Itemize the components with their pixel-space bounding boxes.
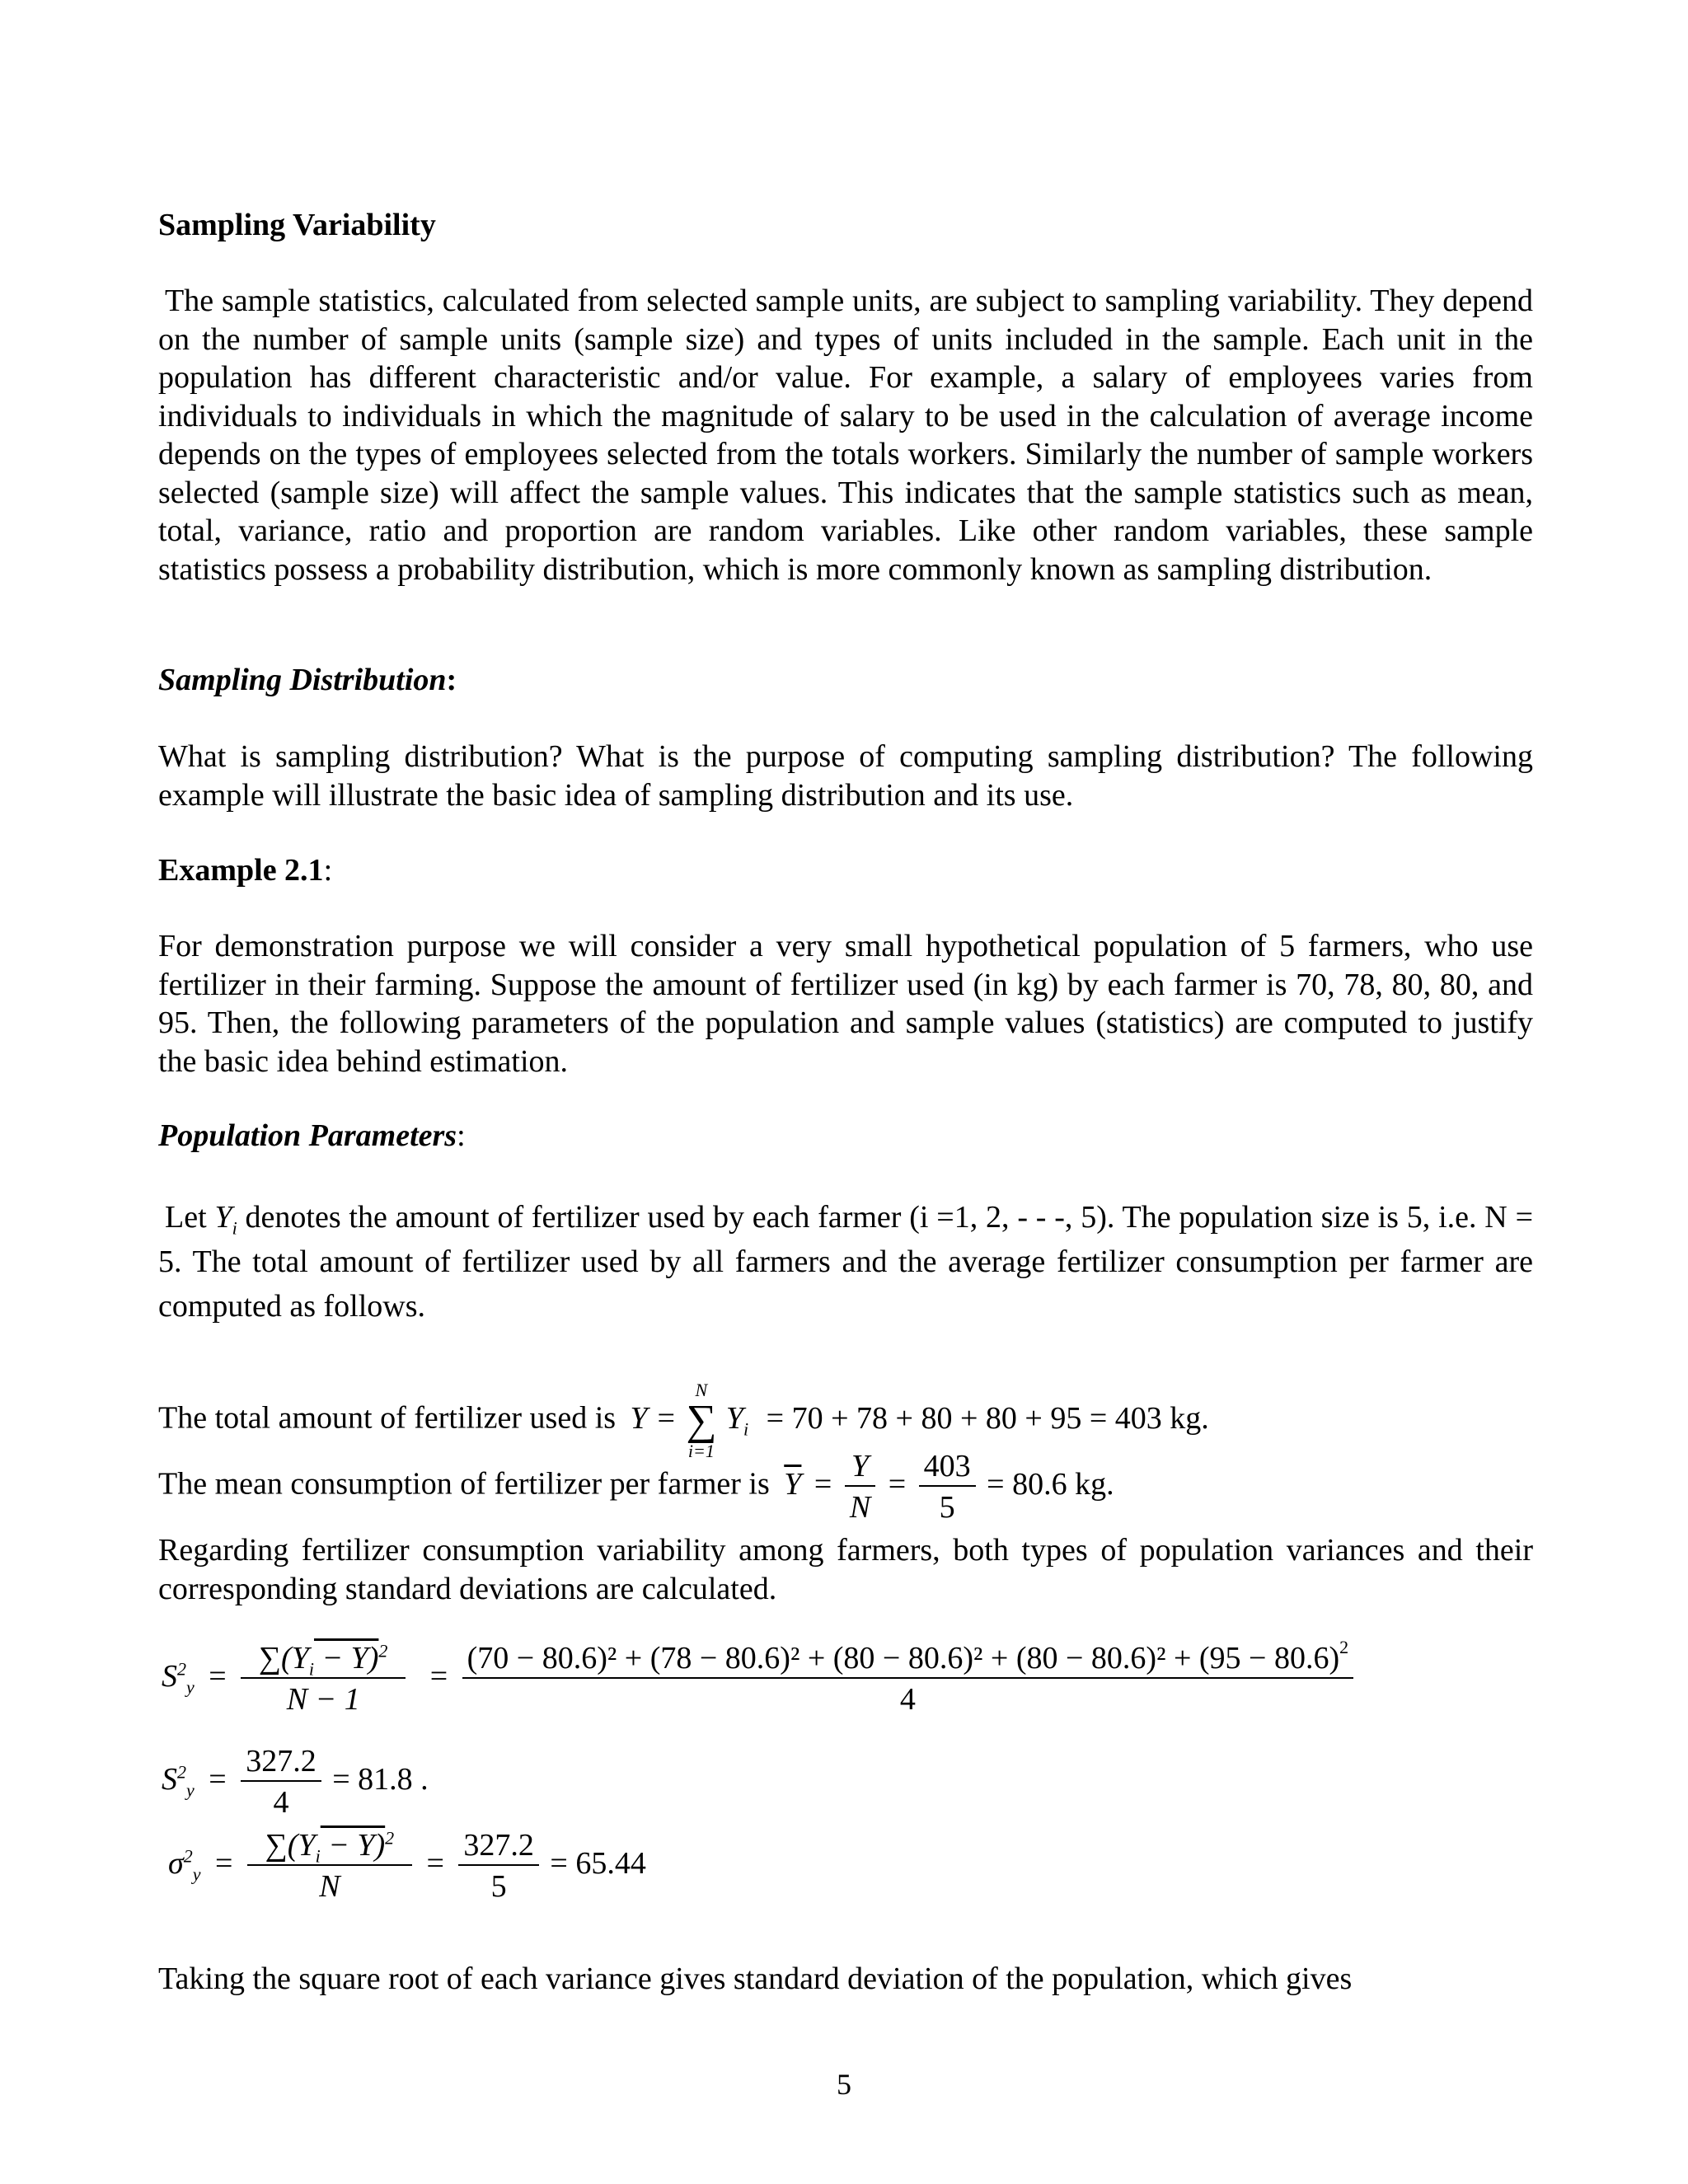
heading-example-text: Example 2.1: [158, 853, 324, 888]
paragraph-population: [158, 1195, 1533, 1329]
mean-lhs: $\overline{Y}$: [784, 1466, 802, 1502]
mean-rhs: = 80.6 kg.: [987, 1466, 1114, 1502]
heading-sampling-distribution: [158, 661, 1533, 700]
s2-lhs: $S^2_y$: [162, 1658, 195, 1698]
s2b-fraction: $\frac{327.2}{4}$: [241, 1746, 321, 1818]
total-lhs: Y =: [630, 1400, 677, 1436]
heading-population-parameters-colon: :: [457, 1118, 466, 1153]
sigma-lhs: $\sigma^2_y$: [168, 1845, 201, 1885]
heading-population-parameters-text: Population Parameters: [158, 1118, 457, 1153]
population-rest: denotes the amount of fertilizer used by each farmer (i =1, 2, - - -, 5). The population size is 5, i.e. N = 5. The total amount of fertilizer used by all farmers and the average fertilizer consumption per farmer are computed as follows.: [158, 1200, 1533, 1324]
population-var: $Y_i$: [214, 1200, 237, 1239]
sample-variance-equation: $S^2_y$ = $\frac{\sum(Y_i - Y)^2}{N - 1}$ = $(70 - 80.6)^2 + (78 - 80.6)^2 + (80 - 80.6)^2 + (80 - 80.6)^2 + (95 - 80.6)^2$ 4: [162, 1643, 1353, 1715]
paragraph-sampling-distribution: What is sampling distribution? What is the purpose of computing sampling distribution? The following example will illustrate the basic idea of sampling distribution and its use.: [158, 739, 1533, 813]
paragraph-example: For demonstration purpose we will consider a very small hypothetical population of 5 farmers, who use fertilizer in their farming. Suppose the amount of fertilizer used (in kg) by each farmer is 70, 78, 80, 80, and 95. Then, the following parameters of the population and sample values (statistics) are computed to justify the basic idea behind estimation.: [158, 929, 1533, 1079]
paragraph-sampling-variability: The sample statistics, calculated from selected sample units, are subject to sampling variability. They depend on the number of sample units (sample size) and types of units included in the sample. Each unit in the population has different characteristic and/or value. For example, a salary of employees varies from individuals to individuals in which the magnitude of salary to be used in the calculation of average income depends on the types of employees selected from the totals workers. Similarly the number of sample workers selected (sample size) will affect the sample values. This indicates that the sample statistics such as mean, total, variance, ratio and proportion are random variables. Like other random variables, these sample statistics possess a probability distribution, which is more commonly known as sampling distribution.: [158, 284, 1533, 587]
heading-example: [158, 851, 1533, 890]
s2b-rhs: = 81.8 .: [332, 1761, 429, 1797]
mean-equation: The mean consumption of fertilizer per farmer is $\overline{Y}$ = $\frac{Y}{N}$ = $\frac{403}{5}$ = 80.6 kg.: [158, 1449, 1114, 1525]
paragraph-variability: Regarding fertilizer consumption variability among farmers, both types of population variances and their corresponding standard deviations are calculated.: [158, 1533, 1533, 1606]
s2-expanded-fraction: $(70 - 80.6)^2 + (78 - 80.6)^2 + (80 - 80.6)^2 + (80 - 80.6)^2 + (95 - 80.6)^2$ 4: [462, 1643, 1354, 1715]
total-rhs: = 70 + 78 + 80 + 80 + 95 = 403 kg.: [766, 1400, 1209, 1436]
summation: N ∑ i=1: [686, 1380, 717, 1461]
total-text: The total amount of fertilizer used is: [158, 1400, 617, 1436]
sigma-icon: ∑: [686, 1397, 717, 1444]
s2b-lhs: $S^2_y$: [162, 1761, 195, 1801]
sigma-rhs: = 65.44: [550, 1845, 646, 1881]
sigma-fraction-2: $\frac{327.2}{5}$: [458, 1830, 539, 1902]
heading-example-colon: :: [323, 853, 333, 888]
paragraph-sqrt: Taking the square root of each variance gives standard deviation of the population, which gives: [158, 1961, 1353, 1996]
mean-fraction-2: $\frac{403}{5}$: [919, 1451, 976, 1523]
mean-fraction: $\frac{Y}{N}$: [845, 1451, 875, 1523]
population-lead: Let: [165, 1200, 207, 1235]
page-number: 5: [837, 2068, 851, 2101]
total-equation: [158, 1381, 1209, 1460]
heading-sampling-variability: Sampling Variability: [158, 208, 436, 242]
heading-sampling-distribution-text: Sampling Distribution: [158, 663, 447, 697]
heading-population-parameters: [158, 1117, 1533, 1155]
sample-variance-result: $S^2_y$ = $\frac{327.2}{4}$ = 81.8 .: [162, 1744, 429, 1820]
sigma-fraction: $\frac{\sum(Y_i - Y)^2}{N}$: [247, 1830, 412, 1902]
mean-text: The mean consumption of fertilizer per farmer is: [158, 1466, 770, 1502]
s2-fraction: $\frac{\sum(Y_i - Y)^2}{N - 1}$: [241, 1643, 406, 1715]
total-sum-term: $Y_i$: [725, 1400, 749, 1440]
heading-sampling-distribution-colon: :: [446, 663, 457, 697]
population-variance-equation: $\sigma^2_y$ = $\frac{\sum(Y_i - Y)^2}{N}$ = $\frac{327.2}{5}$ = 65.44: [168, 1827, 646, 1904]
